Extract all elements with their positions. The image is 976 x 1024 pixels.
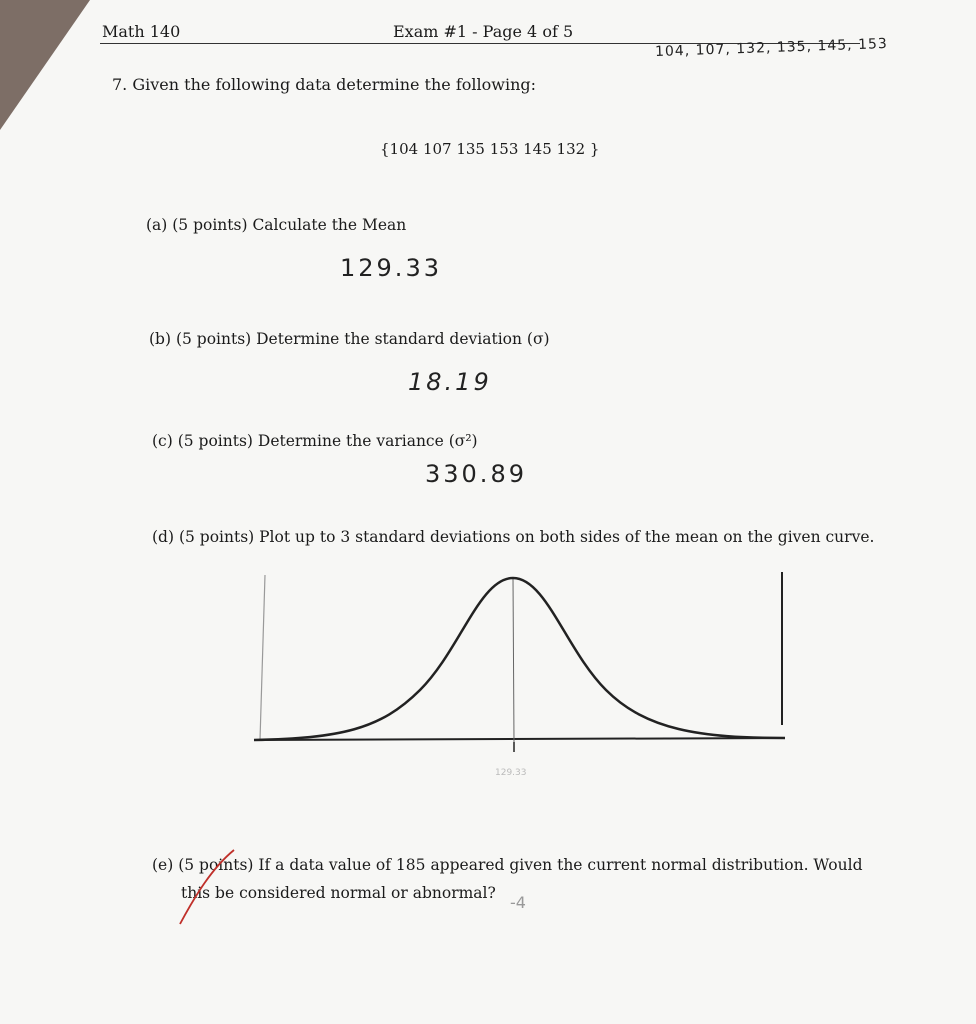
part-b-answer: 18.19 <box>408 368 492 396</box>
left-boundary-line <box>260 575 265 740</box>
mean-tick-note: 129.33 <box>495 768 527 778</box>
question-intro: 7. Given the following data determine the following: <box>112 75 537 94</box>
part-a-prompt: (a) (5 points) Calculate the Mean <box>146 216 407 234</box>
page-label: Exam #1 - Page 4 of 5 <box>393 22 574 41</box>
page-corner-shadow <box>0 0 90 130</box>
mean-line <box>513 578 514 742</box>
red-grading-mark <box>170 846 240 936</box>
part-e-prompt-line2: this be considered normal or abnormal? <box>181 884 496 902</box>
handwritten-sorted-list: 104, 107, 132, 135, 145, 153 <box>654 35 889 61</box>
dataset: {104 107 135 153 145 132 } <box>380 140 600 158</box>
part-c-prompt: (c) (5 points) Determine the variance (σ²) <box>152 432 478 450</box>
bell-curve <box>254 578 785 740</box>
normal-curve <box>240 560 800 800</box>
course-label: Math 140 <box>102 22 181 41</box>
axis-line <box>254 738 785 740</box>
part-d-prompt: (d) (5 points) Plot up to 3 standard deviations on both sides of the mean on the given curve. <box>152 528 875 546</box>
part-e-answer: -4 <box>510 893 526 912</box>
part-b-prompt: (b) (5 points) Determine the standard deviation (σ) <box>149 330 550 348</box>
part-a-answer: 129.33 <box>340 254 442 282</box>
part-e-prompt-line1: (e) (5 points) If a data value of 185 appeared given the current normal distribution. Would <box>152 856 863 874</box>
part-c-answer: 330.89 <box>425 460 527 488</box>
